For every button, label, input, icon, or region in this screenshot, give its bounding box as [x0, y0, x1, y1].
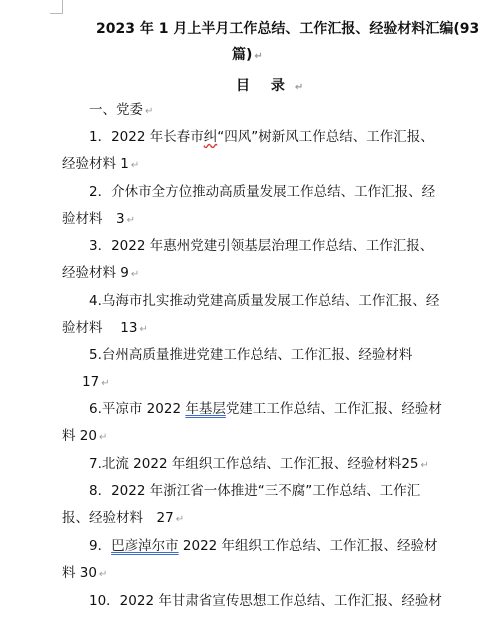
title-line-2: 篇) — [232, 47, 253, 63]
paragraph-mark: ↵ — [130, 160, 140, 171]
toc-entry-8-line-1[interactable]: 8．2022 年浙江省一体推进“三不腐”工作总结、工作汇 — [89, 483, 421, 499]
toc-entry-1-line-1[interactable]: 1．2022 年长春市纠“四风”树新风工作总结、工作汇报、 — [89, 129, 434, 145]
toc-heading — [236, 75, 311, 95]
toc-entry-3-line-1[interactable]: 3．2022 年惠州党建引领基层治理工作总结、工作汇报、 — [89, 238, 434, 254]
toc-entry-1-line-2[interactable]: 经验材料 1 ↵ — [62, 156, 140, 172]
paragraph-mark: ↵ — [254, 51, 263, 62]
toc-entry-5-line-1[interactable]: 5.台州高质量推进党建工作总结、工作汇报、经验材料 — [89, 347, 413, 363]
toc-entry-2-line-2[interactable]: 验材料 3 ↵ — [62, 211, 135, 227]
grammar-mark: 巴彦淖尔市 — [111, 538, 179, 554]
document-title — [96, 21, 480, 37]
paragraph-mark: ↵ — [98, 432, 108, 443]
title-line-1: 2023 年 1 月上半月工作总结、工作汇报、经验材料汇编(93 — [96, 21, 480, 37]
section-heading — [89, 102, 153, 120]
toc-entry-3-line-2[interactable]: 经验材料 9 ↵ — [62, 265, 140, 281]
toc-entry-9-line-2[interactable]: 料 30 ↵ — [62, 565, 108, 581]
toc-heading-text: 目 录 — [236, 78, 293, 94]
toc-entry-2-line-1[interactable]: 2．介休市全方位推动高质量发展工作总结、工作汇报、经 — [89, 184, 436, 200]
paragraph-mark: ↵ — [145, 106, 154, 117]
toc-entry-6-line-1[interactable]: 6.平凉市 2022 年基层党建工工作总结、工作汇报、经验材 — [89, 401, 442, 417]
paragraph-mark: ↵ — [420, 460, 429, 471]
paragraph-mark: ↵ — [98, 569, 108, 580]
toc-entry-8-line-2[interactable]: 报、经验材料 27 ↵ — [62, 510, 185, 526]
paragraph-mark: ↵ — [139, 324, 148, 335]
paragraph-mark: ↵ — [294, 82, 312, 93]
paragraph-mark: ↵ — [175, 514, 185, 525]
toc-entry-7-line-1[interactable]: 7.北流 2022 年组织工作总结、工作汇报、经验材料25 ↵ — [89, 456, 429, 472]
toc-entry-10-line-1[interactable]: 10．2022 年甘肃省宣传思想工作总结、工作汇报、经验材 — [89, 593, 442, 609]
grammar-mark: 年基层 — [185, 401, 226, 417]
toc-entry-6-line-2[interactable]: 料 20 ↵ — [62, 428, 108, 444]
section-text: 一、党委 — [89, 102, 143, 118]
document-title-cont — [232, 47, 486, 65]
toc-entry-5-line-2[interactable]: 17 ↵ — [82, 374, 110, 390]
paragraph-mark: ↵ — [101, 378, 110, 389]
toc-entry-4-line-1[interactable]: 4.乌海市扎实推动党建高质量发展工作总结、工作汇报、经 — [89, 293, 440, 309]
paragraph-mark: ↵ — [126, 215, 135, 226]
spellcheck-mark: 纠 — [203, 129, 218, 145]
toc-entry-9-line-1[interactable]: 9．巴彦淖尔市 2022 年组织工作总结、工作汇报、经验材 — [89, 538, 438, 554]
toc-entry-4-line-2[interactable]: 验材料 13 ↵ — [62, 320, 148, 336]
paragraph-mark: ↵ — [130, 269, 140, 280]
